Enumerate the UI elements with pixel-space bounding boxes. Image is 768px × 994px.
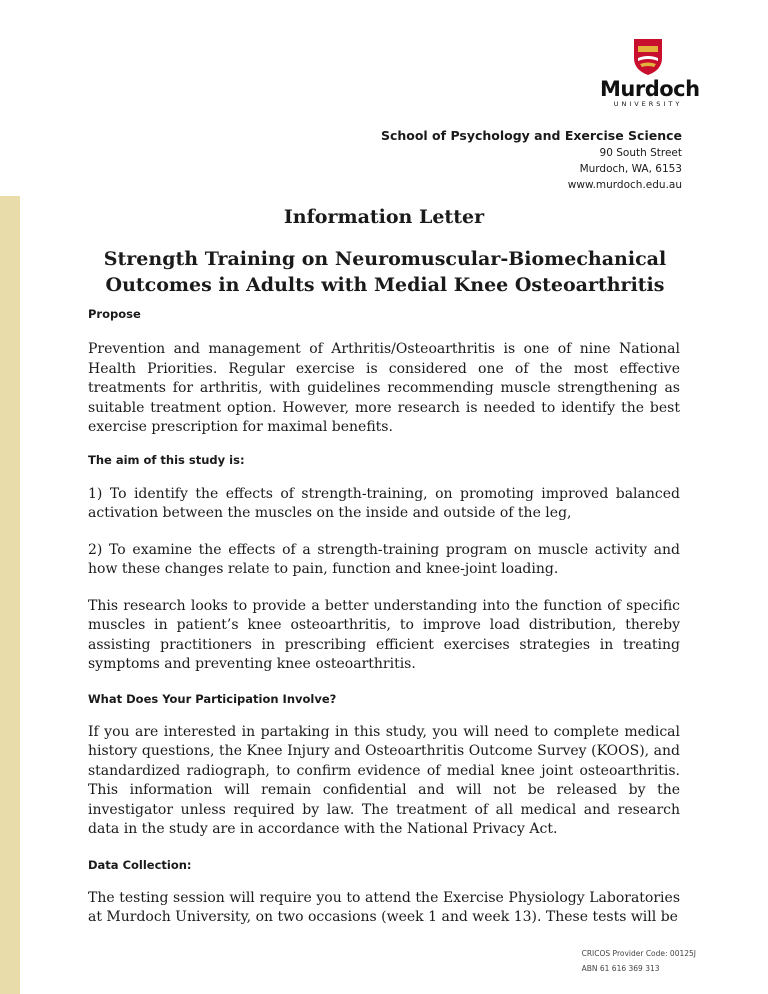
aim-item-2: 2) To examine the effects of a strength-training program on muscle activity and how these changes relate to pain, function and knee-joint loading.	[88, 541, 680, 577]
logo-subtitle: UNIVERSITY	[613, 100, 683, 108]
cricos-code: CRICOS Provider Code: 00125J	[581, 949, 696, 958]
data-collection-heading: Data Collection:	[88, 857, 192, 872]
study-title: Strength Training on Neuromuscular-Biomechanical Outcomes in Adults with Medial Knee Osteoarthritis	[103, 248, 667, 296]
page-title: Information Letter	[283, 206, 485, 228]
school-address	[381, 127, 682, 193]
propose-paragraph: Prevention and management of Arthritis/Osteoarthritis is one of nine National Health Priorities. Regular exercise is considered one of the most effective treatments for arthritis, with guidelines recommending muscle strengthening as suitable treatment option. However, more research is needed to identify the best exercise prescription for maximal benefits.	[88, 341, 680, 435]
research-paragraph: This research looks to provide a better understanding into the function of specific muscles in patient’s knee osteoarthritis, to improve load distribution, thereby assisting practitioners in prescribing efficient exercises strategies in treating symptoms and preventing knee osteoarthritis.	[88, 597, 680, 672]
crest-icon	[633, 38, 663, 76]
abn-number: ABN 61 616 369 313	[581, 964, 660, 973]
address-street: 90 South Street	[599, 147, 682, 159]
footer	[582, 946, 696, 976]
logo-name: Murdoch	[600, 77, 700, 101]
propose-heading: Propose	[88, 307, 141, 321]
data-collection-paragraph: The testing session will require you to attend the Exercise Physiology Laboratories at Murdoch University, on two occasions (week 1 and week 13). These tests will be	[88, 889, 680, 925]
side-accent-bar	[0, 196, 20, 994]
aim-heading: The aim of this study is:	[88, 452, 245, 467]
participation-paragraph: If you are interested in partaking in this study, you will need to complete medical history questions, the Knee Injury and Osteoarthritis Outcome Survey (KOOS), and standardized radiograph, to confirm evidence of medial knee joint osteoarthritis. This information will remain confidential and will not be released by the investigator unless required by law. The treatment of all medical and research data in the study are in accordance with the National Privacy Act.	[88, 723, 680, 837]
letter-body	[88, 306, 680, 928]
school-name: School of Psychology and Exercise Science	[380, 128, 682, 143]
participation-heading: What Does Your Participation Involve?	[88, 691, 337, 706]
address-website[interactable]: www.murdoch.edu.au	[567, 179, 682, 191]
university-logo	[600, 38, 700, 118]
aim-item-1: 1) To identify the effects of strength-training, on promoting improved balanced activation between the muscles on the inside and outside of the leg,	[88, 485, 680, 521]
address-suburb: Murdoch, WA, 6153	[579, 163, 682, 175]
